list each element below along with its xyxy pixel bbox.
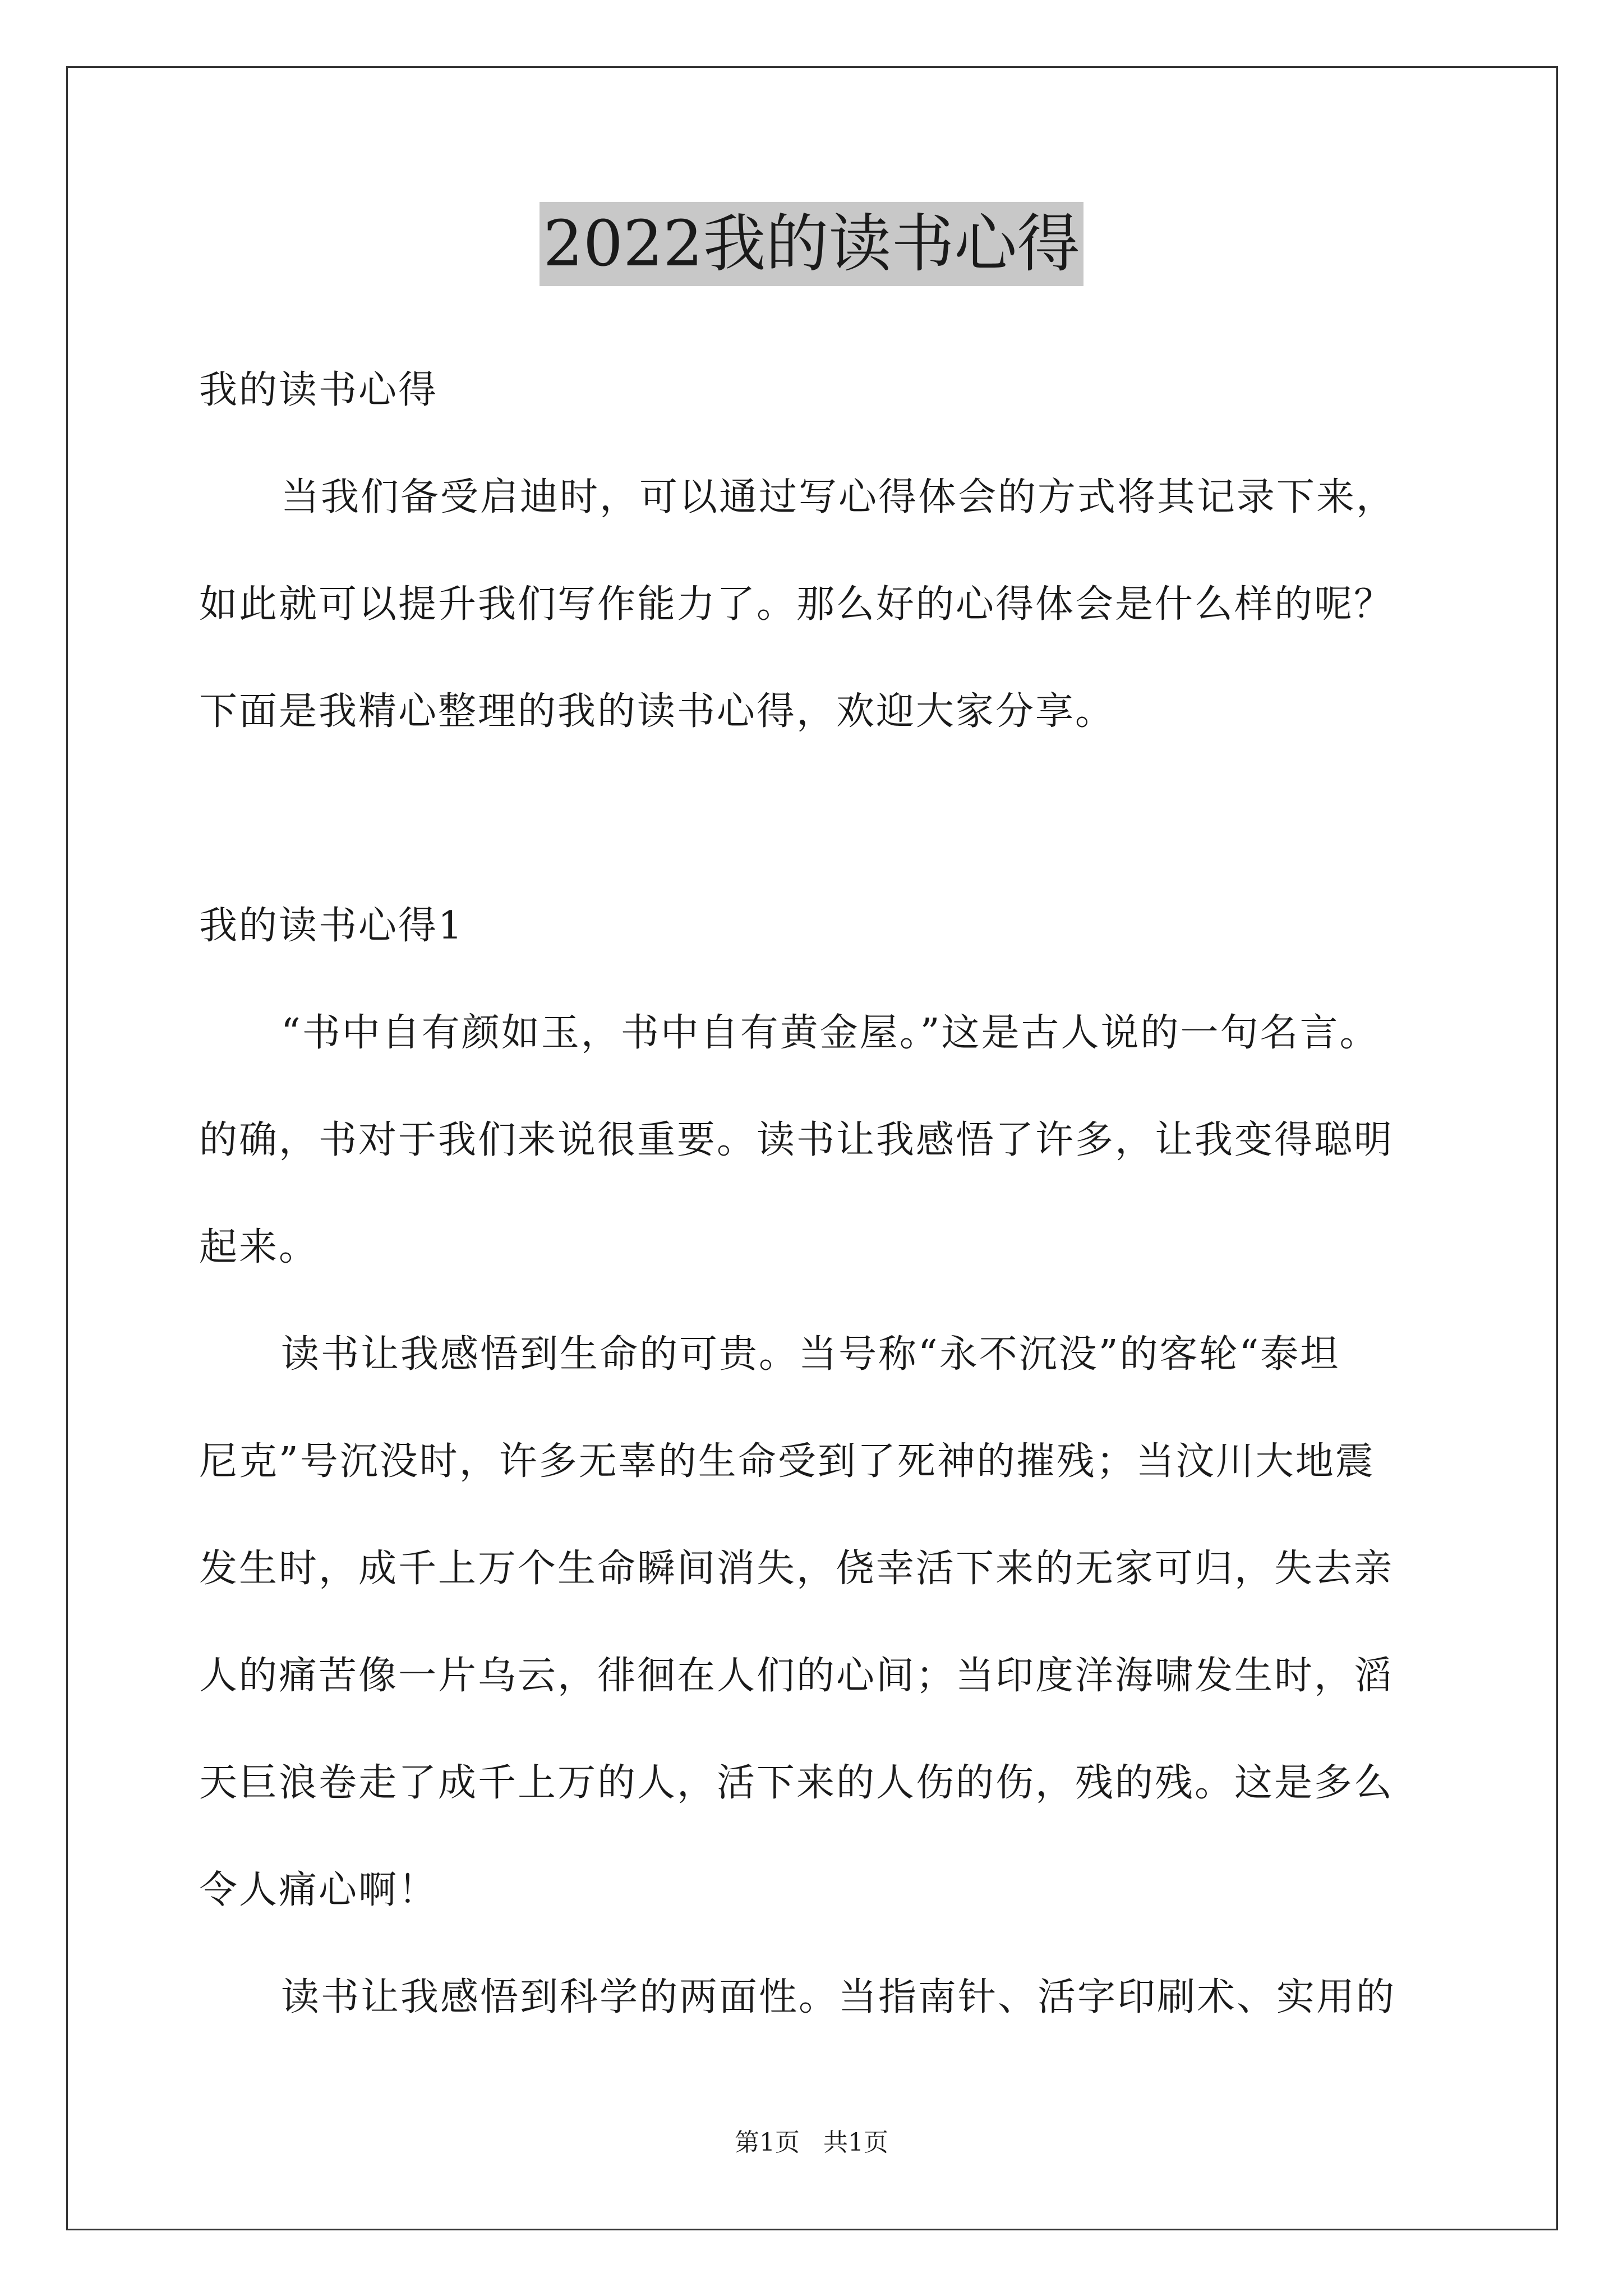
page-footer (0, 2126, 1623, 2160)
paragraph-line: 发生时，成千上万个生命瞬间消失，侥幸活下来的无家可归，失去亲 (199, 1547, 1394, 1591)
paragraph-1 (199, 979, 1450, 1301)
paragraph-3 (199, 1944, 1450, 2051)
paragraph-line: 天巨浪卷走了成千上万的人，活下来的人伤的伤，残的残。这是多么 (199, 1761, 1394, 1805)
paragraph-line: 令人痛心啊！ (199, 1868, 439, 1912)
intro-line: 如此就可以提升我们写作能力了。那么好的心得体会是什么样的呢？ (199, 582, 1394, 627)
section1-heading-text: 我的读书心得1 (199, 904, 464, 948)
section1-heading (199, 872, 1450, 979)
title-container (0, 202, 1623, 286)
paragraph-line: 读书让我感悟到科学的两面性。当指南针、活字印刷术、实用的 (281, 1975, 1396, 2019)
paragraph-line: 读书让我感悟到生命的可贵。当号称“永不沉没”的客轮“泰坦 (281, 1332, 1340, 1377)
intro-heading-text: 我的读书心得 (199, 368, 439, 412)
intro-line: 当我们备受启迪时，可以通过写心得体会的方式将其记录下来， (281, 475, 1396, 519)
intro-line: 下面是我精心整理的我的读书心得，欢迎大家分享。 (199, 689, 1115, 734)
paragraph-line: 人的痛苦像一片乌云，徘徊在人们的心间；当印度洋海啸发生时，滔 (199, 1654, 1394, 1698)
intro-heading (199, 337, 1450, 444)
document-title: 2022我的读书心得 (540, 202, 1083, 286)
intro-paragraph (199, 444, 1450, 765)
paragraph-line: 的确，书对于我们来说很重要。读书让我感悟了许多，让我变得聪明 (199, 1118, 1394, 1162)
paragraph-2 (199, 1301, 1450, 1944)
page-total-label: 共1页 (823, 2128, 888, 2157)
page-number-label: 第1页 (735, 2128, 800, 2157)
paragraph-line: “书中自有颜如玉，书中自有黄金屋。”这是古人说的一句名言。 (281, 1011, 1380, 1055)
paragraph-line: 尼克”号沉没时，许多无辜的生命受到了死神的摧残；当汶川大地震 (199, 1439, 1375, 1484)
paragraph-line: 起来。 (199, 1225, 319, 1269)
